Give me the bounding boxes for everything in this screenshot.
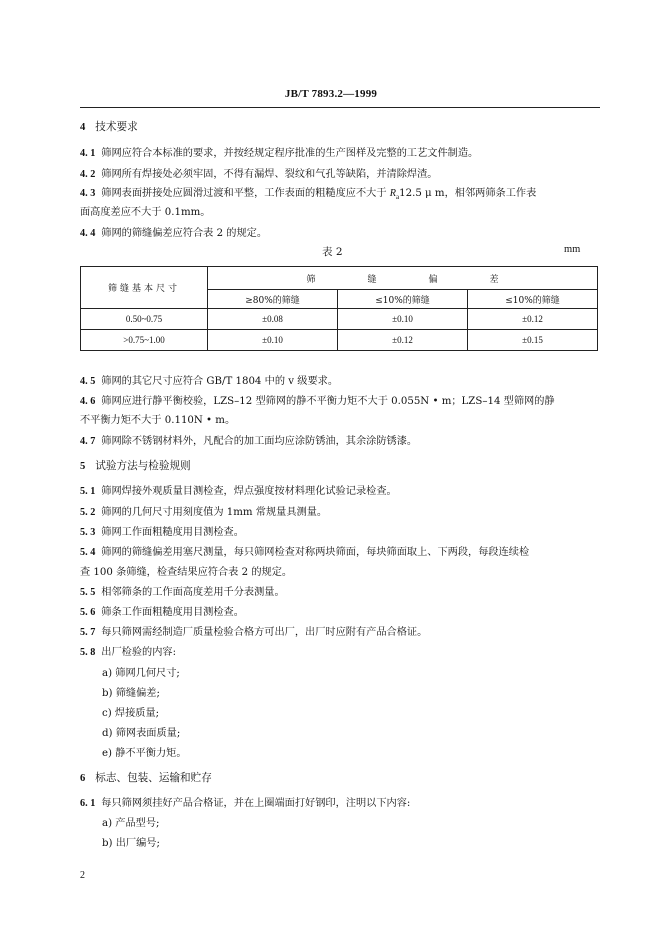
clause-4-5: [80, 375, 602, 388]
roughness-symbol: R: [389, 188, 397, 199]
table-2: [80, 266, 598, 351]
clause-text: 每只筛网需经制造厂质量检验合格方可出厂，出厂时应附有产品合格证。: [101, 627, 428, 638]
clause-4-6-cont: 不平衡力矩不大于 0.110N • m。: [80, 415, 236, 426]
table-unit: mm: [564, 244, 581, 255]
clause-number: 5. 3: [80, 527, 96, 538]
column-header: ≥80%的筛缝: [208, 290, 338, 309]
clause-6-1: [80, 797, 602, 810]
list-item: a) 筛网几何尺寸;: [102, 668, 180, 679]
clause-5-4-cont: 查 100 条筛缝，检查结果应符合表 2 的规定。: [80, 567, 293, 578]
list-item: d) 筛网表面质量;: [102, 728, 181, 739]
section-number: 5: [80, 461, 86, 472]
clause-text: 筛网应进行静平衡校验，LZS–12 型筛网的静不平衡力矩不大于 0.055N • m；LZS–14 型筛网的静: [101, 396, 555, 407]
section-title: 试验方法与检验规则: [95, 460, 191, 472]
clause-text: 筛网应符合本标准的要求，并按经规定程序批准的生产图样及完整的工艺文件制造。: [101, 148, 479, 159]
document-code: JB/T 7893.2—1999: [284, 88, 378, 100]
clause-text: 出厂检验的内容:: [101, 647, 177, 658]
clause-5-5: [80, 586, 602, 599]
clause-number: 5. 6: [80, 607, 96, 618]
section-5-heading: [80, 460, 602, 473]
clause-text-cont: 12.5 μ m，相邻两筛条工作表: [399, 188, 537, 199]
clause-4-7: [80, 435, 602, 448]
table-caption-row: [0, 244, 662, 258]
deviation-header-char: 差: [489, 274, 499, 285]
column-header: ≤10%的筛缝: [338, 290, 468, 309]
section-number: 6: [80, 773, 86, 784]
clause-5-2: [80, 506, 602, 519]
clause-5-7: [80, 626, 602, 639]
deviation-header-char: 缝: [367, 274, 377, 285]
table-cell: >0.75~1.00: [81, 330, 208, 351]
clause-number: 4. 7: [80, 436, 96, 447]
deviation-header-char: 偏: [428, 274, 438, 285]
header-divider: [80, 107, 600, 108]
list-item: b) 筛缝偏差;: [102, 688, 160, 699]
section-number: 4: [80, 122, 86, 133]
clause-text: 筛网除不锈钢材料外，凡配合的加工面均应涂防锈油，其余涂防锈漆。: [101, 436, 418, 447]
table-cell: ±0.15: [468, 330, 598, 351]
clause-5-1: [80, 485, 602, 498]
clause-text: 筛网表面拼接处应圆滑过渡和平整，工作表面的粗糙度应不大于: [101, 188, 390, 199]
table-row: [81, 330, 598, 351]
clause-number: 5. 1: [80, 486, 96, 497]
clause-text: 筛网焊接外观质量目测检查，焊点强度按材料理化试验记录检查。: [101, 486, 397, 497]
clause-text: 筛网所有焊接处必须牢固，不得有漏焊、裂纹和气孔等缺陷，并清除焊渣。: [101, 169, 438, 180]
clause-number: 5. 4: [80, 547, 96, 558]
clause-5-8: [80, 646, 602, 659]
section-4-heading: [80, 121, 602, 134]
table-cell: ±0.08: [208, 309, 338, 330]
list-item: c) 焊接质量;: [102, 708, 160, 719]
clause-4-6: [80, 395, 602, 408]
clause-number: 4. 2: [80, 169, 96, 180]
clause-4-4: [80, 227, 602, 240]
clause-4-1: [80, 147, 602, 160]
table-cell: ±0.12: [338, 330, 468, 351]
clause-text: 筛网的筛缝偏差应符合表 2 的规定。: [101, 228, 268, 239]
table-cell: 0.50~0.75: [81, 309, 208, 330]
clause-number: 5. 5: [80, 587, 96, 598]
table-cell: ±0.10: [338, 309, 468, 330]
clause-number: 5. 2: [80, 507, 96, 518]
clause-4-2: [80, 168, 602, 181]
list-item: b) 出厂编号;: [102, 838, 160, 849]
clause-text: 筛网的其它尺寸应符合 GB/T 1804 中的 v 级要求。: [101, 376, 339, 387]
clause-5-3: [80, 526, 602, 539]
section-title: 技术要求: [95, 121, 138, 133]
clause-text: 每只筛网须挂好产品合格证，并在上圈端面打好钢印，注明以下内容:: [101, 798, 411, 809]
table-caption: 表 2: [322, 246, 343, 258]
clause-number: 4. 5: [80, 376, 96, 387]
list-item: e) 静不平衡力矩。: [102, 748, 187, 759]
table-cell: ±0.12: [468, 309, 598, 330]
clause-number: 4. 1: [80, 148, 96, 159]
clause-text: 筛网工作面粗糙度用目测检查。: [101, 527, 244, 538]
column-header: ≤10%的筛缝: [468, 290, 598, 309]
clause-text: 相邻筛条的工作面高度差用千分表测量。: [101, 587, 285, 598]
section-title: 标志、包装、运输和贮存: [95, 772, 212, 784]
clause-number: 4. 3: [80, 188, 96, 199]
deviation-header: [208, 267, 598, 290]
size-header: 筛缝基本尺寸: [81, 267, 208, 309]
clause-4-3: [80, 187, 602, 204]
clause-5-6: [80, 606, 602, 619]
clause-number: 6. 1: [80, 798, 96, 809]
clause-text: 筛网的筛缝偏差用塞尺测量，每只筛网检查对称两块筛面，每块筛面取上、下两段，每段连续检: [101, 547, 530, 558]
table-cell: ±0.10: [208, 330, 338, 351]
table-row: [81, 309, 598, 330]
clause-text: 筛条工作面粗糙度用目测检查。: [101, 607, 244, 618]
clause-number: 5. 8: [80, 647, 96, 658]
page-number: 2: [80, 870, 85, 881]
clause-4-3-cont: 面高度差应不大于 0.1mm。: [80, 207, 211, 218]
clause-number: 4. 6: [80, 396, 96, 407]
clause-5-4: [80, 546, 602, 559]
section-6-heading: [80, 772, 602, 785]
roughness-subscript: a: [396, 193, 400, 202]
clause-text: 筛网的几何尺寸用刻度值为 1mm 常规量具测量。: [101, 507, 328, 518]
clause-number: 5. 7: [80, 627, 96, 638]
clause-number: 4. 4: [80, 228, 96, 239]
list-item: a) 产品型号;: [102, 818, 160, 829]
deviation-header-char: 筛: [306, 274, 316, 285]
